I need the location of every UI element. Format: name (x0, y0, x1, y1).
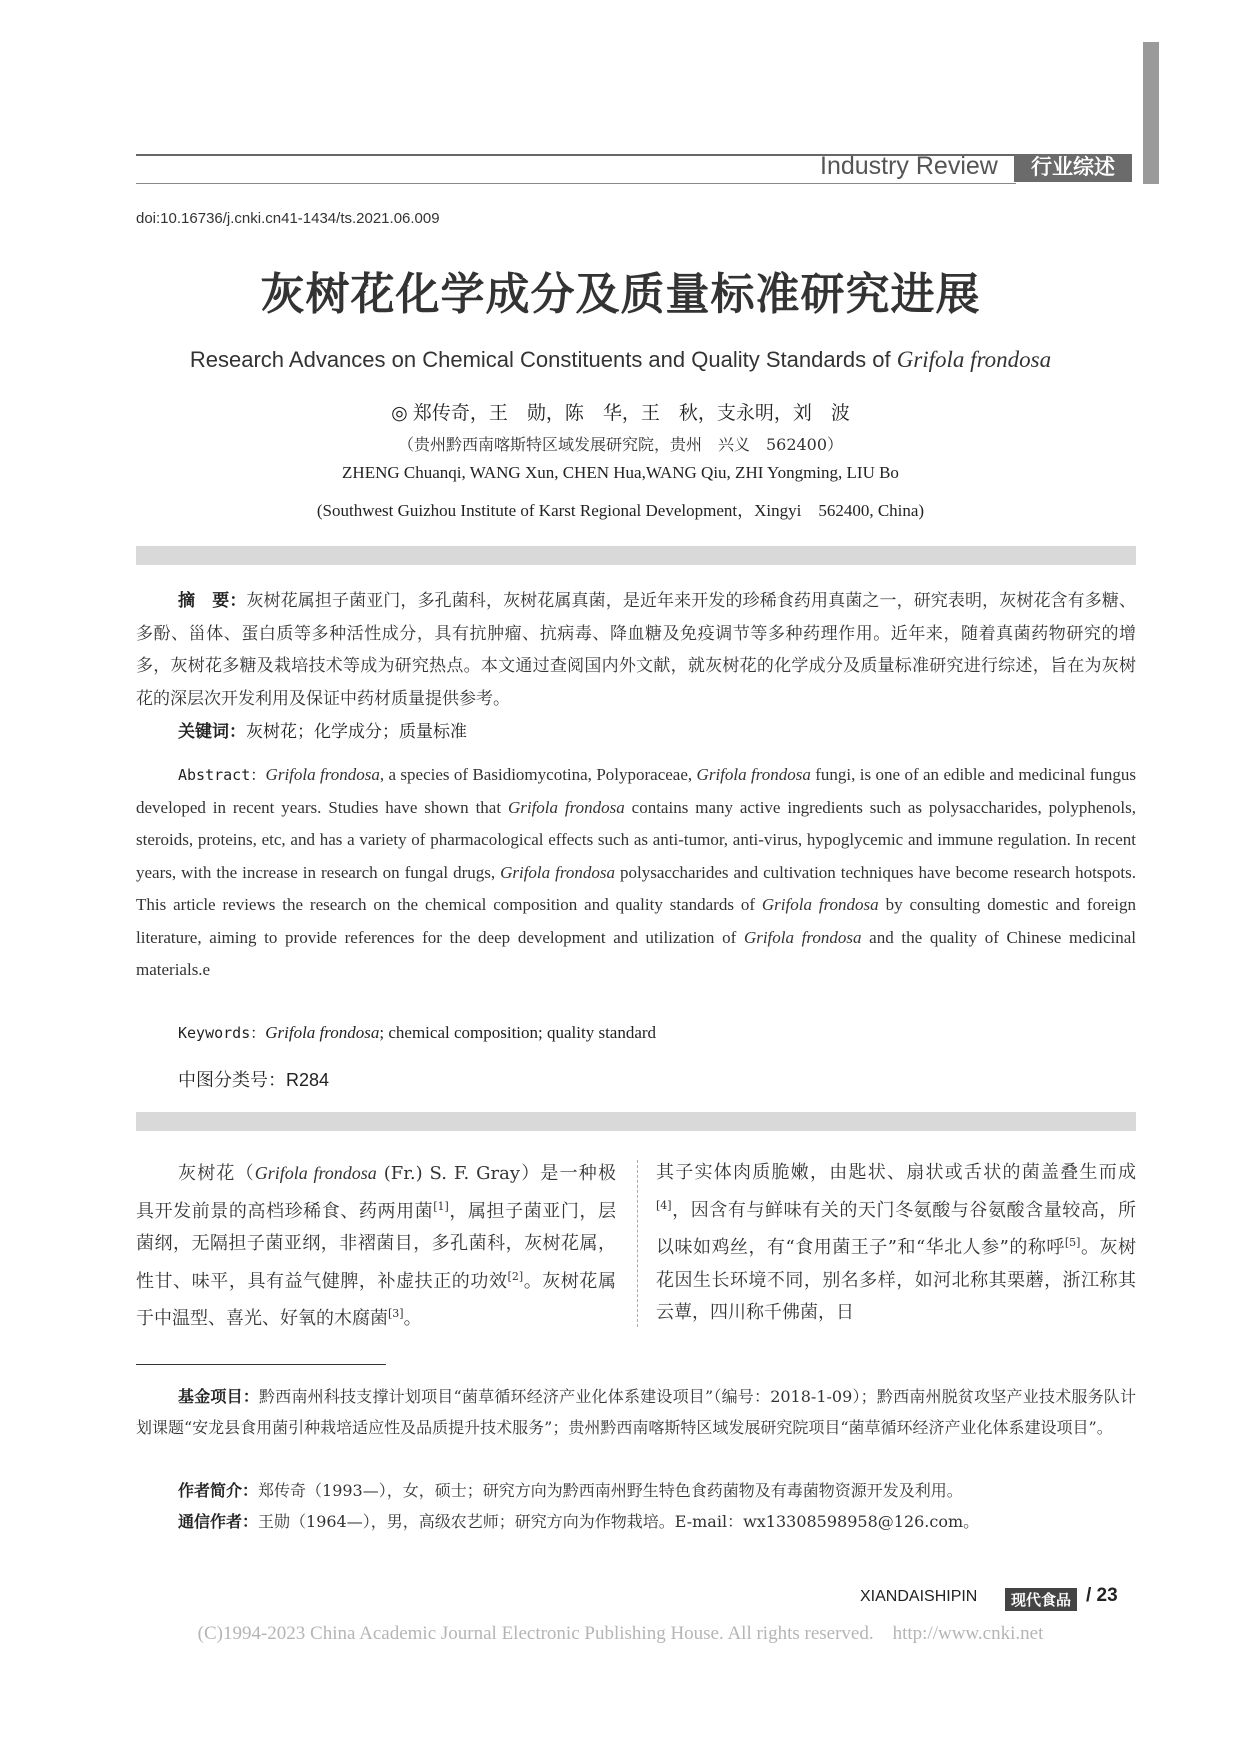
divider-band (136, 546, 1136, 565)
keywords-cn-text: 灰树花；化学成分；质量标准 (246, 722, 467, 742)
keywords-en (178, 1022, 656, 1043)
title-en-species: Grifola frondosa (896, 347, 1052, 372)
footer-journal-cn: 现代食品 (1005, 1588, 1077, 1611)
footnote-fund-label: 基金项目： (178, 1389, 260, 1406)
column-divider (637, 1160, 638, 1327)
clc-number: 中图分类号：R284 (178, 1070, 330, 1090)
text-run: (Fr.) S. F. Gray）是一种极具开发前景的高档珍稀食、药两用菌 (136, 1163, 616, 1222)
citation-ref[interactable]: [4] (656, 1198, 672, 1212)
text-run: 。 (403, 1308, 422, 1329)
authors-en: ZHENG Chuanqi, WANG Xun, CHEN Hua,WANG Qiu, ZHI Yongming, LIU Bo (342, 463, 899, 482)
footnote-corresponding (178, 1507, 1178, 1538)
species-name: Grifola frondosa (265, 765, 380, 784)
text-run: polysaccharides and cultivation techniques have become research hotspots. This article reviews the research on the chemical composition and quality standards of (136, 862, 1136, 914)
footnote-corr-text: 王勋（1964—），男，高级农艺师；研究方向为作物栽培。E-mail：wx13308598958@126.com。 (258, 1512, 980, 1531)
title-cn: 灰树花化学成分及质量标准研究进展 (260, 270, 981, 319)
citation-ref[interactable]: [2] (507, 1269, 524, 1283)
footer-journal-en: XIANDAISHIPIN (860, 1588, 978, 1605)
species-name: Grifola frondosa (254, 1163, 377, 1183)
text-run: , a species of Basidiomycotina, Polyporaceae, (379, 765, 697, 784)
title-en-main: Research Advances on Chemical Constituents and Quality Standards of (189, 347, 897, 372)
affiliation-en: (Southwest Guizhou Institute of Karst Regional Development，Xingyi 562400, China) (316, 501, 925, 520)
text-run: ，属担子菌亚门，层菌纲，无隔担子菌亚纲，非褶菌目，多孔菌科，灰树花属，性甘、味平，具有益气健脾，补虚扶正的功效 (136, 1200, 616, 1292)
species-name: Grifola frondosa (743, 927, 862, 947)
citation-ref[interactable]: [5] (1064, 1236, 1081, 1249)
keywords-cn (178, 717, 467, 742)
section-label-en: Industry Review (820, 152, 998, 180)
footnote-author-text: 郑传奇（1993—），女，硕士；研究方向为黔西南州野生特色食药菌物及有毒菌物资源开发及利用。 (258, 1481, 963, 1500)
text-run: 。灰树花因生长环境不同，别名多样，如河北称其栗蘑，浙江称其云蕈，四川称千佛菌，日 (656, 1237, 1136, 1323)
authors-cn: ◎ 郑传奇，王 勋，陈 华，王 秋，支永明，刘 波 (391, 403, 850, 424)
title-en (0, 347, 1241, 373)
abstract-en-label: Abstract： (178, 766, 266, 784)
doi[interactable]: doi:10.16736/j.cnki.cn41-1434/ts.2021.06.009 (136, 210, 440, 227)
species-name: Grifola frondosa (507, 797, 625, 817)
keywords-en-text: ; chemical composition; quality standard (379, 1023, 657, 1042)
text-run: and the quality of Chinese medicinal materials.e (136, 927, 1136, 979)
page-number: / 23 (1086, 1585, 1118, 1606)
text-run: ，因含有与鲜味有关的天门冬氨酸与谷氨酸含量较高，所以味如鸡丝，有“食用菌王子”和“华北人参”的称呼 (656, 1199, 1136, 1258)
copyright-watermark: (C)1994-2023 China Academic Journal Electronic Publishing House. All rights reserved. http://www.cnki.net (197, 1623, 1044, 1644)
species-name: Grifola frondosa (500, 862, 615, 882)
text-run: 其子实体肉质脆嫩，由匙状、扇状或舌状的菌盖叠生而成 (656, 1162, 1136, 1183)
abstract-cn-text: 灰树花属担子菌亚门，多孔菌科，灰树花属真菌，是近年来开发的珍稀食药用真菌之一，研究表明，灰树花含有多糖、多酚、甾体、蛋白质等多种活性成分，具有抗肿瘤、抗病毒、降血糖及免疫调节等多种药理作用。近年来，随着真菌药物研究的增多，灰树花多糖及栽培技术等成为研究热点。本文通过查阅国内外文献，就灰树花的化学成分及质量标准研究进行综述，旨在为灰树花的深层次开发利用及保证中药材质量提供参考。 (136, 591, 1136, 709)
footnote-author (178, 1476, 1178, 1507)
margin-bar (1143, 42, 1159, 184)
section-label-cn: 行业综述 (1014, 154, 1132, 182)
body-column-left (136, 1157, 616, 1336)
citation-ref[interactable]: [3] (388, 1307, 404, 1320)
abstract-en-text (136, 765, 1136, 979)
footnote-fund-text: 黔西南州科技支撑计划项目“菌草循环经济产业化体系建设项目”（编号：2018-1-09）；黔西南州脱贫攻坚产业技术服务队计划课题“安龙县食用菌引种栽培适应性及品质提升技术服务”；贵州黔西南喀斯特区域发展研究院项目“菌草循环经济产业化体系建设项目”。 (136, 1387, 1136, 1437)
abstract-cn-label: 摘 要： (178, 591, 247, 610)
header-rule-lower (136, 183, 1016, 184)
species-name: Grifola frondosa (696, 765, 811, 784)
text-run: by consulting domestic and foreign literature, aiming to provide references for the deep development and utilization of (136, 895, 1137, 947)
keywords-en-label: Keywords： (178, 1024, 266, 1042)
text-run: contains many active ingredients such as polysaccharides, polyphenols, steroids, proteins, etc, and has a variety of pharmacological effects such as anti-tumor, anti-virus, hypoglycemic and immune regulation. In recent years, with the increase in research on fungal drugs, (136, 797, 1137, 882)
abstract-en (136, 759, 1136, 987)
citation-ref[interactable]: [1] (433, 1199, 449, 1213)
text-run: 灰树花（ (178, 1163, 255, 1184)
species-name: Grifola frondosa (761, 895, 879, 914)
footnote-corr-label: 通信作者： (178, 1514, 259, 1531)
divider-band-lower (136, 1112, 1136, 1131)
text-run: fungi, is one of an edible and medicinal fungus developed in recent years. Studies have shown that (136, 765, 1137, 817)
footnote-fund (136, 1382, 1136, 1443)
keywords-cn-label: 关键词： (178, 722, 246, 741)
footnote-author-label: 作者简介： (178, 1483, 259, 1500)
text-run: 。灰树花属于中温型、喜光、好氧的木腐菌 (136, 1270, 617, 1329)
body-column-right (656, 1157, 1136, 1330)
keywords-en-species: Grifola frondosa (265, 1023, 380, 1042)
abstract-cn (136, 585, 1136, 715)
footnote-rule (136, 1364, 386, 1365)
affiliation-cn: （贵州黔西南喀斯特区域发展研究院，贵州 兴义 562400） (397, 435, 844, 454)
